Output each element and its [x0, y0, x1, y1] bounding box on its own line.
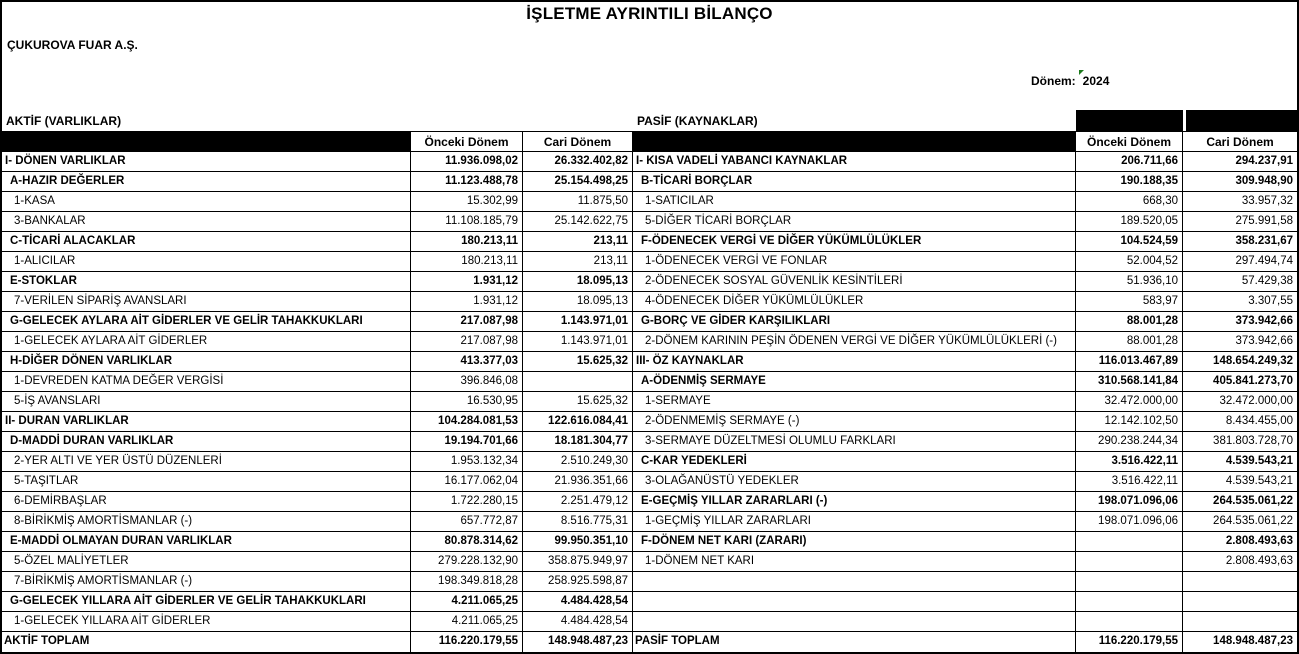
pasif-total-current: 148.948.487,23 — [1183, 632, 1297, 652]
header-row — [2, 131, 1297, 152]
cell-current: 1.143.971,01 — [523, 312, 633, 332]
cell-current: 57.429,38 — [1183, 272, 1297, 292]
row-label: I- DÖNEN VARLIKLAR — [2, 152, 411, 172]
cell-current — [1183, 592, 1297, 612]
cell-current: 21.936.351,66 — [523, 472, 633, 492]
cell-current: 405.841.273,70 — [1183, 372, 1297, 392]
row-label — [633, 572, 1076, 592]
cell-previous: 104.284.081,53 — [411, 412, 523, 432]
cell-previous: 413.377,03 — [411, 352, 523, 372]
cell-previous: 198.071.096,06 — [1076, 512, 1183, 532]
row-label — [633, 592, 1076, 612]
table-row — [2, 432, 1297, 452]
row-label: 5-ÖZEL MALİYETLER — [2, 552, 411, 572]
cell-previous: 180.213,11 — [411, 252, 523, 272]
cell-current: 3.307,55 — [1183, 292, 1297, 312]
table-row — [2, 532, 1297, 552]
cell-previous: 1.722.280,15 — [411, 492, 523, 512]
cell-current: 99.950.351,10 — [523, 532, 633, 552]
pasif-total-previous: 116.220.179,55 — [1076, 632, 1183, 652]
row-label: 1-GELECEK YILLARA AİT GİDERLER — [2, 612, 411, 632]
balance-table — [2, 110, 1297, 652]
cell-previous: 1.931,12 — [411, 272, 523, 292]
row-label: III- ÖZ KAYNAKLAR — [633, 352, 1076, 372]
row-label: 1-ALICILAR — [2, 252, 411, 272]
cell-current: 8.516.775,31 — [523, 512, 633, 532]
company-name: ÇUKUROVA FUAR A.Ş. — [7, 38, 138, 52]
cell-previous: 290.238.244,34 — [1076, 432, 1183, 452]
table-row — [2, 172, 1297, 192]
column-header-previous-right: Önceki Dönem — [1076, 131, 1183, 152]
row-label: 1-KASA — [2, 192, 411, 212]
cell-current: 294.237,91 — [1183, 152, 1297, 172]
cell-current: 33.957,32 — [1183, 192, 1297, 212]
cell-previous: 52.004,52 — [1076, 252, 1183, 272]
cell-current: 18.095,13 — [523, 272, 633, 292]
cell-previous: 279.228.132,90 — [411, 552, 523, 572]
row-label: 1-ÖDENECEK VERGİ VE FONLAR — [633, 252, 1076, 272]
cell-current: 8.434.455,00 — [1183, 412, 1297, 432]
period-value-cell[interactable]: 2024 — [1082, 74, 1110, 88]
period-label: Dönem: — [1031, 74, 1076, 88]
row-label: I- KISA VADELİ YABANCI KAYNAKLAR — [633, 152, 1076, 172]
row-label: F-ÖDENECEK VERGİ VE DİĞER YÜKÜMLÜLÜKLER — [633, 232, 1076, 252]
table-row — [2, 412, 1297, 432]
cell-previous: 4.211.065,25 — [411, 592, 523, 612]
cell-previous: 3.516.422,11 — [1076, 452, 1183, 472]
cell-current: 25.154.498,25 — [523, 172, 633, 192]
cell-previous — [1076, 572, 1183, 592]
cell-previous: 4.211.065,25 — [411, 612, 523, 632]
aktif-section-title: AKTİF (VARLIKLAR) — [2, 110, 411, 131]
cell-current: 15.625,32 — [523, 352, 633, 372]
row-label: II- DURAN VARLIKLAR — [2, 412, 411, 432]
page-title: İŞLETME AYRINTILI BİLANÇO — [526, 4, 773, 23]
aktif-total-previous: 116.220.179,55 — [411, 632, 523, 652]
cell-current: 148.654.249,32 — [1183, 352, 1297, 372]
table-row — [2, 552, 1297, 572]
cell-previous: 16.530,95 — [411, 392, 523, 412]
row-label: E-STOKLAR — [2, 272, 411, 292]
cell-previous: 16.177.062,04 — [411, 472, 523, 492]
cell-previous — [1076, 532, 1183, 552]
column-header-current-right: Cari Dönem — [1183, 131, 1297, 152]
row-label: 1-DEVREDEN KATMA DEĞER VERGİSİ — [2, 372, 411, 392]
cell-current — [1183, 612, 1297, 632]
row-label: 2-YER ALTI VE YER ÜSTÜ DÜZENLERİ — [2, 452, 411, 472]
cell-previous — [1076, 592, 1183, 612]
cell-current: 2.251.479,12 — [523, 492, 633, 512]
row-label: 1-SATICILAR — [633, 192, 1076, 212]
period — [1031, 74, 1109, 88]
spacer-cell — [411, 110, 523, 131]
cell-current: 309.948,90 — [1183, 172, 1297, 192]
row-label: 8-BİRİKMİŞ AMORTİSMANLAR (-) — [2, 512, 411, 532]
row-label: E-MADDİ OLMAYAN DURAN VARLIKLAR — [2, 532, 411, 552]
cell-current: 381.803.728,70 — [1183, 432, 1297, 452]
row-label: E-GEÇMİŞ YILLAR ZARARLARI (-) — [633, 492, 1076, 512]
row-label: D-MADDİ DURAN VARLIKLAR — [2, 432, 411, 452]
cell-current: 25.142.622,75 — [523, 212, 633, 232]
row-label: 3-OLAĞANÜSTÜ YEDEKLER — [633, 472, 1076, 492]
cell-previous: 189.520,05 — [1076, 212, 1183, 232]
row-label: 2-ÖDENMEMİŞ SERMAYE (-) — [633, 412, 1076, 432]
cell-current: 18.095,13 — [523, 292, 633, 312]
table-row — [2, 212, 1297, 232]
cell-previous: 88.001,28 — [1076, 312, 1183, 332]
cell-previous: 80.878.314,62 — [411, 532, 523, 552]
cell-current: 213,11 — [523, 232, 633, 252]
cell-previous: 104.524,59 — [1076, 232, 1183, 252]
row-label: 5-TAŞITLAR — [2, 472, 411, 492]
cell-previous: 217.087,98 — [411, 312, 523, 332]
cell-current: 213,11 — [523, 252, 633, 272]
cell-current: 4.484.428,54 — [523, 612, 633, 632]
cell-previous: 11.108.185,79 — [411, 212, 523, 232]
table-row — [2, 352, 1297, 372]
row-label: G-GELECEK YILLARA AİT GİDERLER VE GELİR TAHAKKUKLARI — [2, 592, 411, 612]
header-spacer — [633, 131, 1076, 152]
cell-current: 4.539.543,21 — [1183, 452, 1297, 472]
cell-previous: 396.846,08 — [411, 372, 523, 392]
header-spacer — [2, 131, 411, 152]
row-label: 1-DÖNEM NET KARI — [633, 552, 1076, 572]
cell-previous — [1076, 552, 1183, 572]
cell-previous: 32.472.000,00 — [1076, 392, 1183, 412]
table-row — [2, 592, 1297, 612]
cell-previous: 180.213,11 — [411, 232, 523, 252]
cell-current — [523, 372, 633, 392]
header-block — [1183, 110, 1297, 131]
row-label: C-TİCARİ ALACAKLAR — [2, 232, 411, 252]
cell-current: 2.808.493,63 — [1183, 552, 1297, 572]
cell-current — [1183, 572, 1297, 592]
cell-previous: 657.772,87 — [411, 512, 523, 532]
table-row — [2, 292, 1297, 312]
cell-current: 258.925.598,87 — [523, 572, 633, 592]
row-label: 3-BANKALAR — [2, 212, 411, 232]
cell-current: 373.942,66 — [1183, 332, 1297, 352]
table-row — [2, 372, 1297, 392]
cell-current: 2.808.493,63 — [1183, 532, 1297, 552]
cell-previous: 206.711,66 — [1076, 152, 1183, 172]
cell-current: 4.484.428,54 — [523, 592, 633, 612]
cell-current: 18.181.304,77 — [523, 432, 633, 452]
row-label: H-DİĞER DÖNEN VARLIKLAR — [2, 352, 411, 372]
row-label: 2-DÖNEM KARININ PEŞİN ÖDENEN VERGİ VE DİĞER YÜKÜMLÜLÜKLERİ (-) — [633, 332, 1076, 352]
pasif-section-title: PASİF (KAYNAKLAR) — [633, 110, 1076, 131]
table-row — [2, 472, 1297, 492]
cell-current: 373.942,66 — [1183, 312, 1297, 332]
cell-previous: 11.936.098,02 — [411, 152, 523, 172]
row-label — [633, 612, 1076, 632]
cell-previous: 1.953.132,34 — [411, 452, 523, 472]
table-rows — [2, 152, 1297, 632]
cell-current: 122.616.084,41 — [523, 412, 633, 432]
section-title-row — [2, 110, 1297, 131]
column-header-previous-left: Önceki Dönem — [411, 131, 523, 152]
row-label: F-DÖNEM NET KARI (ZARARI) — [633, 532, 1076, 552]
header-block — [1076, 110, 1183, 131]
table-row — [2, 312, 1297, 332]
row-label: B-TİCARİ BORÇLAR — [633, 172, 1076, 192]
aktif-total-current: 148.948.487,23 — [523, 632, 633, 652]
cell-previous: 190.188,35 — [1076, 172, 1183, 192]
row-label: A-ÖDENMİŞ SERMAYE — [633, 372, 1076, 392]
cell-previous: 198.349.818,28 — [411, 572, 523, 592]
cell-current: 264.535.061,22 — [1183, 512, 1297, 532]
cell-previous: 19.194.701,66 — [411, 432, 523, 452]
column-header-current-left: Cari Dönem — [523, 131, 633, 152]
cell-previous: 310.568.141,84 — [1076, 372, 1183, 392]
row-label: 6-DEMİRBAŞLAR — [2, 492, 411, 512]
total-row — [2, 632, 1297, 652]
row-label: 1-GELECEK AYLARA AİT GİDERLER — [2, 332, 411, 352]
table-row — [2, 192, 1297, 212]
row-label: 1-SERMAYE — [633, 392, 1076, 412]
table-row — [2, 232, 1297, 252]
row-label: G-GELECEK AYLARA AİT GİDERLER VE GELİR TAHAKKUKLARI — [2, 312, 411, 332]
table-row — [2, 452, 1297, 472]
cell-current: 2.510.249,30 — [523, 452, 633, 472]
table-row — [2, 492, 1297, 512]
cell-previous: 583,97 — [1076, 292, 1183, 312]
table-row — [2, 612, 1297, 632]
cell-previous: 116.013.467,89 — [1076, 352, 1183, 372]
cell-current: 4.539.543,21 — [1183, 472, 1297, 492]
table-row — [2, 252, 1297, 272]
cell-previous: 15.302,99 — [411, 192, 523, 212]
row-label: A-HAZIR DEĞERLER — [2, 172, 411, 192]
row-label: 5-DİĞER TİCARİ BORÇLAR — [633, 212, 1076, 232]
table-row — [2, 152, 1297, 172]
row-label: 2-ÖDENECEK SOSYAL GÜVENLİK KESİNTİLERİ — [633, 272, 1076, 292]
table-row — [2, 332, 1297, 352]
cell-current: 264.535.061,22 — [1183, 492, 1297, 512]
row-label: 4-ÖDENECEK DİĞER YÜKÜMLÜLÜKLER — [633, 292, 1076, 312]
cell-current: 358.231,67 — [1183, 232, 1297, 252]
row-label: 3-SERMAYE DÜZELTMESİ OLUMLU FARKLARI — [633, 432, 1076, 452]
cell-current: 1.143.971,01 — [523, 332, 633, 352]
cell-previous: 12.142.102,50 — [1076, 412, 1183, 432]
cell-current: 297.494,74 — [1183, 252, 1297, 272]
table-row — [2, 272, 1297, 292]
cell-current: 358.875.949,97 — [523, 552, 633, 572]
table-row — [2, 572, 1297, 592]
cell-current: 26.332.402,82 — [523, 152, 633, 172]
cell-previous: 3.516.422,11 — [1076, 472, 1183, 492]
cell-previous: 217.087,98 — [411, 332, 523, 352]
cell-previous: 198.071.096,06 — [1076, 492, 1183, 512]
row-label: 7-VERİLEN SİPARİŞ AVANSLARI — [2, 292, 411, 312]
cell-current: 275.991,58 — [1183, 212, 1297, 232]
cell-previous: 11.123.488,78 — [411, 172, 523, 192]
row-label: 1-GEÇMİŞ YILLAR ZARARLARI — [633, 512, 1076, 532]
row-label: 7-BİRİKMİŞ AMORTİSMANLAR (-) — [2, 572, 411, 592]
table-row — [2, 512, 1297, 532]
cell-previous: 51.936,10 — [1076, 272, 1183, 292]
cell-previous: 88.001,28 — [1076, 332, 1183, 352]
table-row — [2, 392, 1297, 412]
cell-previous: 668,30 — [1076, 192, 1183, 212]
pasif-total-label: PASİF TOPLAM — [633, 632, 1076, 652]
cell-current: 15.625,32 — [523, 392, 633, 412]
cell-current: 11.875,50 — [523, 192, 633, 212]
aktif-total-label: AKTİF TOPLAM — [2, 632, 411, 652]
cell-previous: 1.931,12 — [411, 292, 523, 312]
row-label: G-BORÇ VE GİDER KARŞILIKLARI — [633, 312, 1076, 332]
spacer-cell — [523, 110, 633, 131]
cell-previous — [1076, 612, 1183, 632]
row-label: 5-İŞ AVANSLARI — [2, 392, 411, 412]
row-label: C-KAR YEDEKLERİ — [633, 452, 1076, 472]
cell-current: 32.472.000,00 — [1183, 392, 1297, 412]
